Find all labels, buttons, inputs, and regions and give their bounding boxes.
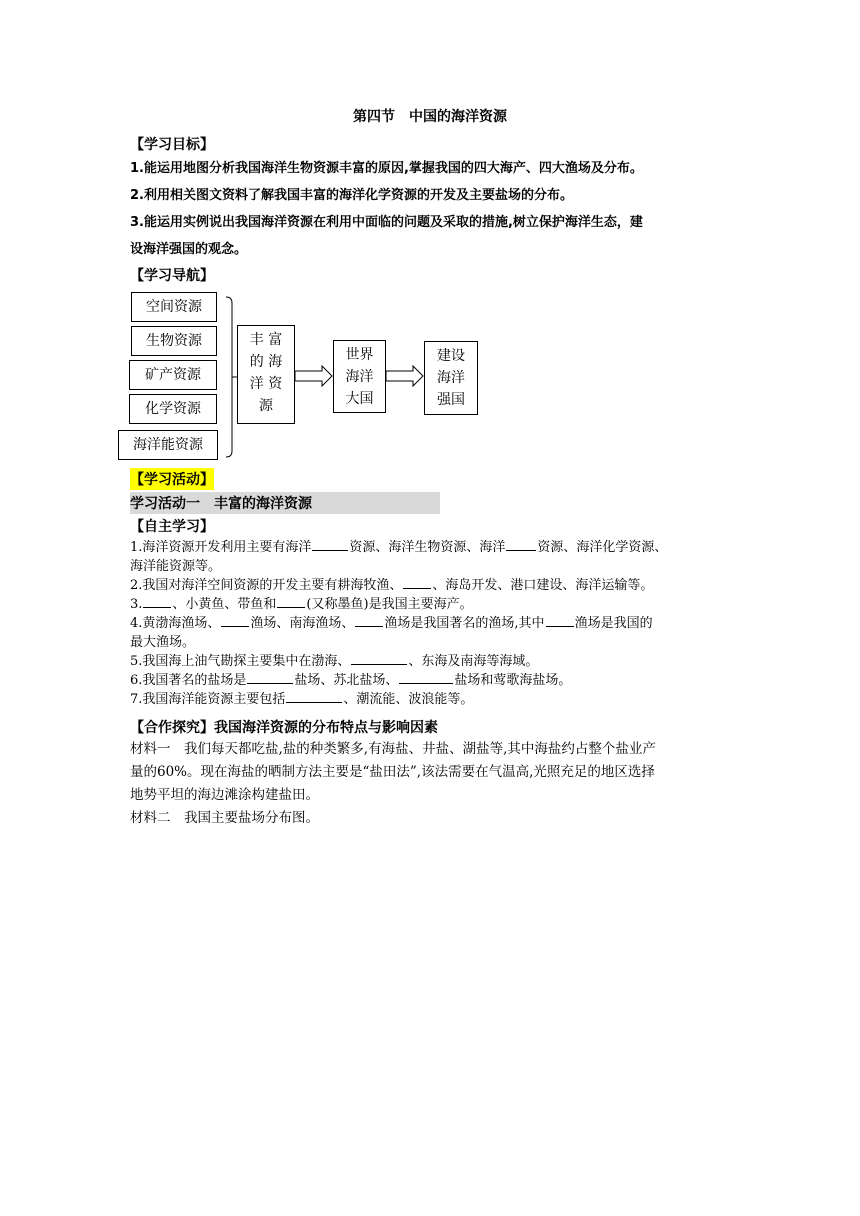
nav-box-world-ocean-power xyxy=(333,340,386,413)
cooperative-title: 我国海洋资源的分布特点与影响因素 xyxy=(214,720,438,736)
answer-blank[interactable] xyxy=(355,614,383,627)
answer-blank[interactable] xyxy=(403,576,431,589)
page-title: 第四节 中国的海洋资源 xyxy=(353,109,507,125)
material-one-line-1: 材料一 我们每天都吃盐,盐的种类繁多,有海盐、井盐、湖盐等,其中海盐约占整个盐业产 xyxy=(130,741,656,757)
nav-text-line: 海洋 xyxy=(437,370,465,386)
materials xyxy=(130,738,760,830)
answer-blank[interactable] xyxy=(506,538,536,551)
nav-text-line: 的 海 xyxy=(249,354,283,370)
nav-text-line: 强国 xyxy=(437,392,465,408)
nav-box-space: 空间资源 xyxy=(131,292,217,322)
question-7: 7.我国海洋能资源主要包括 、潮流能、波浪能等。 xyxy=(130,692,474,707)
activity-one-heading: 学习活动一 丰富的海洋资源 xyxy=(130,492,440,514)
self-study-heading: 【自主学习】 xyxy=(130,519,214,535)
answer-blank[interactable] xyxy=(286,690,342,703)
question-5: 5.我国海上油气勘探主要集中在渤海、 、东海及南海等海域。 xyxy=(130,654,539,669)
self-study-questions xyxy=(130,538,760,709)
answer-blank[interactable] xyxy=(351,652,407,665)
nav-box-biological: 生物资源 xyxy=(131,326,217,356)
question-1-cont: 海洋能资源等。 xyxy=(130,559,222,574)
arrow-right-icon xyxy=(386,366,423,386)
answer-blank[interactable] xyxy=(221,614,249,627)
nav-box-mineral: 矿产资源 xyxy=(129,360,217,390)
objective-item-3: 3.能运用实例说出我国海洋资源在利用中面临的问题及采取的措施,树立保护海洋生态，建 xyxy=(130,215,643,230)
navigation-heading: 【学习导航】 xyxy=(130,268,214,284)
activities-heading: 【学习活动】 xyxy=(130,468,214,490)
answer-blank[interactable] xyxy=(247,671,293,684)
cooperative-label: 【合作探究】 xyxy=(130,720,214,736)
nav-text-line: 丰 富 xyxy=(249,332,283,348)
nav-text-line: 源 xyxy=(259,398,273,414)
question-6: 6.我国著名的盐场是 盐场、苏北盐场、 盐场和莺歌海盐场。 xyxy=(130,673,572,688)
question-4: 4.黄渤海渔场、 渔场、南海渔场、 渔场是我国著名的渔场,其中 渔场是我国的 xyxy=(130,616,653,631)
objective-item-3-cont: 设海洋强国的观念。 xyxy=(130,242,248,257)
nav-box-rich-resources xyxy=(237,325,295,424)
arrow-right-icon xyxy=(295,366,332,386)
nav-box-build-ocean-power xyxy=(424,341,478,415)
nav-text-line: 洋 资 xyxy=(249,376,283,392)
material-two: 材料二 我国主要盐场分布图。 xyxy=(130,810,319,826)
nav-text-line: 建设 xyxy=(437,348,465,364)
bracket-line xyxy=(226,297,232,457)
nav-text-line: 海洋 xyxy=(345,369,374,385)
answer-blank[interactable] xyxy=(546,614,574,627)
objective-item-2: 2.利用相关图文资料了解我国丰富的海洋化学资源的开发及主要盐场的分布。 xyxy=(130,188,573,203)
nav-box-chemical: 化学资源 xyxy=(129,394,217,424)
cooperative-heading xyxy=(130,717,438,737)
material-one-line-2: 量的60%。现在海盐的晒制方法主要是“盐田法”,该法需要在气温高,光照充足的地区选择 xyxy=(130,764,655,780)
nav-box-ocean-energy: 海洋能资源 xyxy=(118,430,218,460)
question-2: 2.我国对海洋空间资源的开发主要有耕海牧渔、 、海岛开发、港口建设、海洋运输等。 xyxy=(130,578,654,593)
question-1: 1.海洋资源开发利用主要有海洋 资源、海洋生物资源、海洋 资源、海洋化学资源、 xyxy=(130,540,668,555)
question-4-cont: 最大渔场。 xyxy=(130,635,196,650)
answer-blank[interactable] xyxy=(143,595,171,608)
answer-blank[interactable] xyxy=(312,538,348,551)
nav-text-line: 大国 xyxy=(345,391,374,407)
nav-text-line: 世界 xyxy=(345,347,374,363)
question-3: 3. 、小黄鱼、带鱼和 (又称墨鱼)是我国主要海产。 xyxy=(130,597,473,612)
material-one-line-3: 地势平坦的海边滩涂构建盐田。 xyxy=(130,787,319,803)
objectives-heading: 【学习目标】 xyxy=(130,137,214,153)
answer-blank[interactable] xyxy=(399,671,453,684)
objective-item-1: 1.能运用地图分析我国海洋生物资源丰富的原因,掌握我国的四大海产、四大渔场及分布。 xyxy=(130,161,643,176)
answer-blank[interactable] xyxy=(277,595,305,608)
